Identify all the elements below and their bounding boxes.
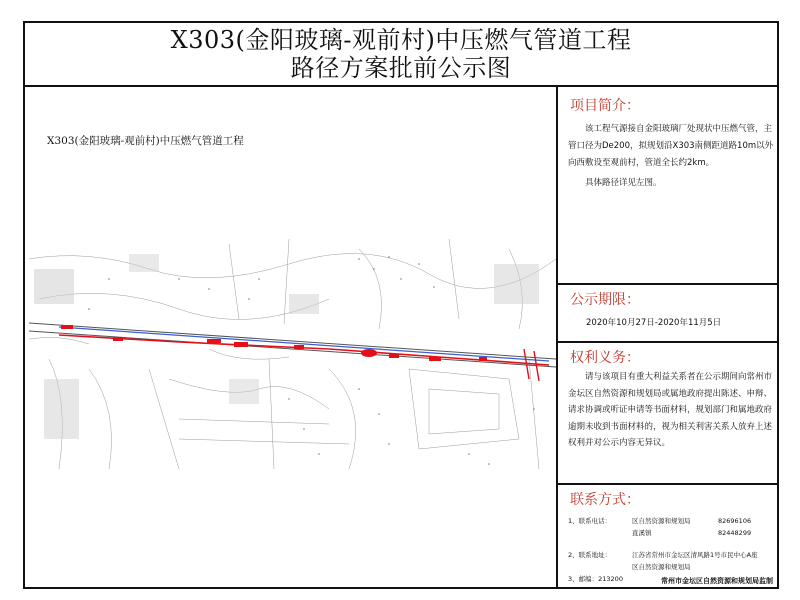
- contact-phone1-org: 区自然资源和规划局: [632, 517, 691, 525]
- title-block: [25, 23, 777, 87]
- route-map: [29, 239, 556, 479]
- footer-issuer: 常州市金坛区自然资源和规划局监制: [661, 577, 773, 585]
- period-dates: 2020年10月27日-2020年11月5日: [586, 318, 722, 328]
- route-map-drawing: [29, 239, 556, 479]
- poster-frame: [23, 21, 779, 589]
- intro-heading: 项目简介：: [570, 98, 640, 114]
- title-line-1: X303(金阳玻璃-观前村)中压燃气管道工程: [170, 26, 632, 54]
- contact-phone2-org: 直溪镇: [632, 529, 652, 537]
- contact-phone2: 82448299: [718, 529, 752, 537]
- period-heading: 公示期限：: [570, 292, 640, 308]
- project-name-label: X303(金阳玻璃-观前村)中压燃气管道工程: [47, 135, 244, 147]
- contact-heading: 联系方式：: [570, 492, 640, 508]
- map-pane: [25, 87, 556, 589]
- contact-address-line-2: 区自然资源和规划局: [632, 563, 691, 571]
- intro-paragraph-1: 该工程气源接自金阳玻璃厂处现状中压燃气管，主管口径为De200，拟规划沿X303南侧距道路10m以外向西敷设至观前村，管道全长约2km。: [568, 124, 774, 168]
- divider-1: [558, 283, 779, 285]
- divider-2: [558, 341, 779, 343]
- info-pane: [556, 87, 779, 589]
- intro-paragraph-2: 具体路径详见左图。: [585, 178, 662, 188]
- divider-3: [558, 483, 779, 485]
- title-line-2: 路径方案批前公示图: [290, 54, 512, 82]
- contact-postcode: 3、邮编：213200: [568, 575, 623, 583]
- contact-phone1: 82696106: [718, 517, 752, 525]
- contact-address-line-1: 江苏省常州市金坛区清风路1号市民中心A座: [632, 551, 758, 559]
- rights-text: 请与该项目有重大利益关系者在公示期间向常州市金坛区自然资源和规划局或属地政府提出陈述、申辩、请求协调或听证申请等书面材料，规划部门和属地政府逾期未收到书面材料的，视为相关利害关系人放弃上述权利并对公示内容无异议。: [568, 372, 773, 448]
- contact-phone-label: 1、联系电话：: [568, 517, 612, 525]
- contact-address-label: 2、联系地址：: [568, 551, 612, 559]
- rights-heading: 权利义务：: [570, 350, 640, 366]
